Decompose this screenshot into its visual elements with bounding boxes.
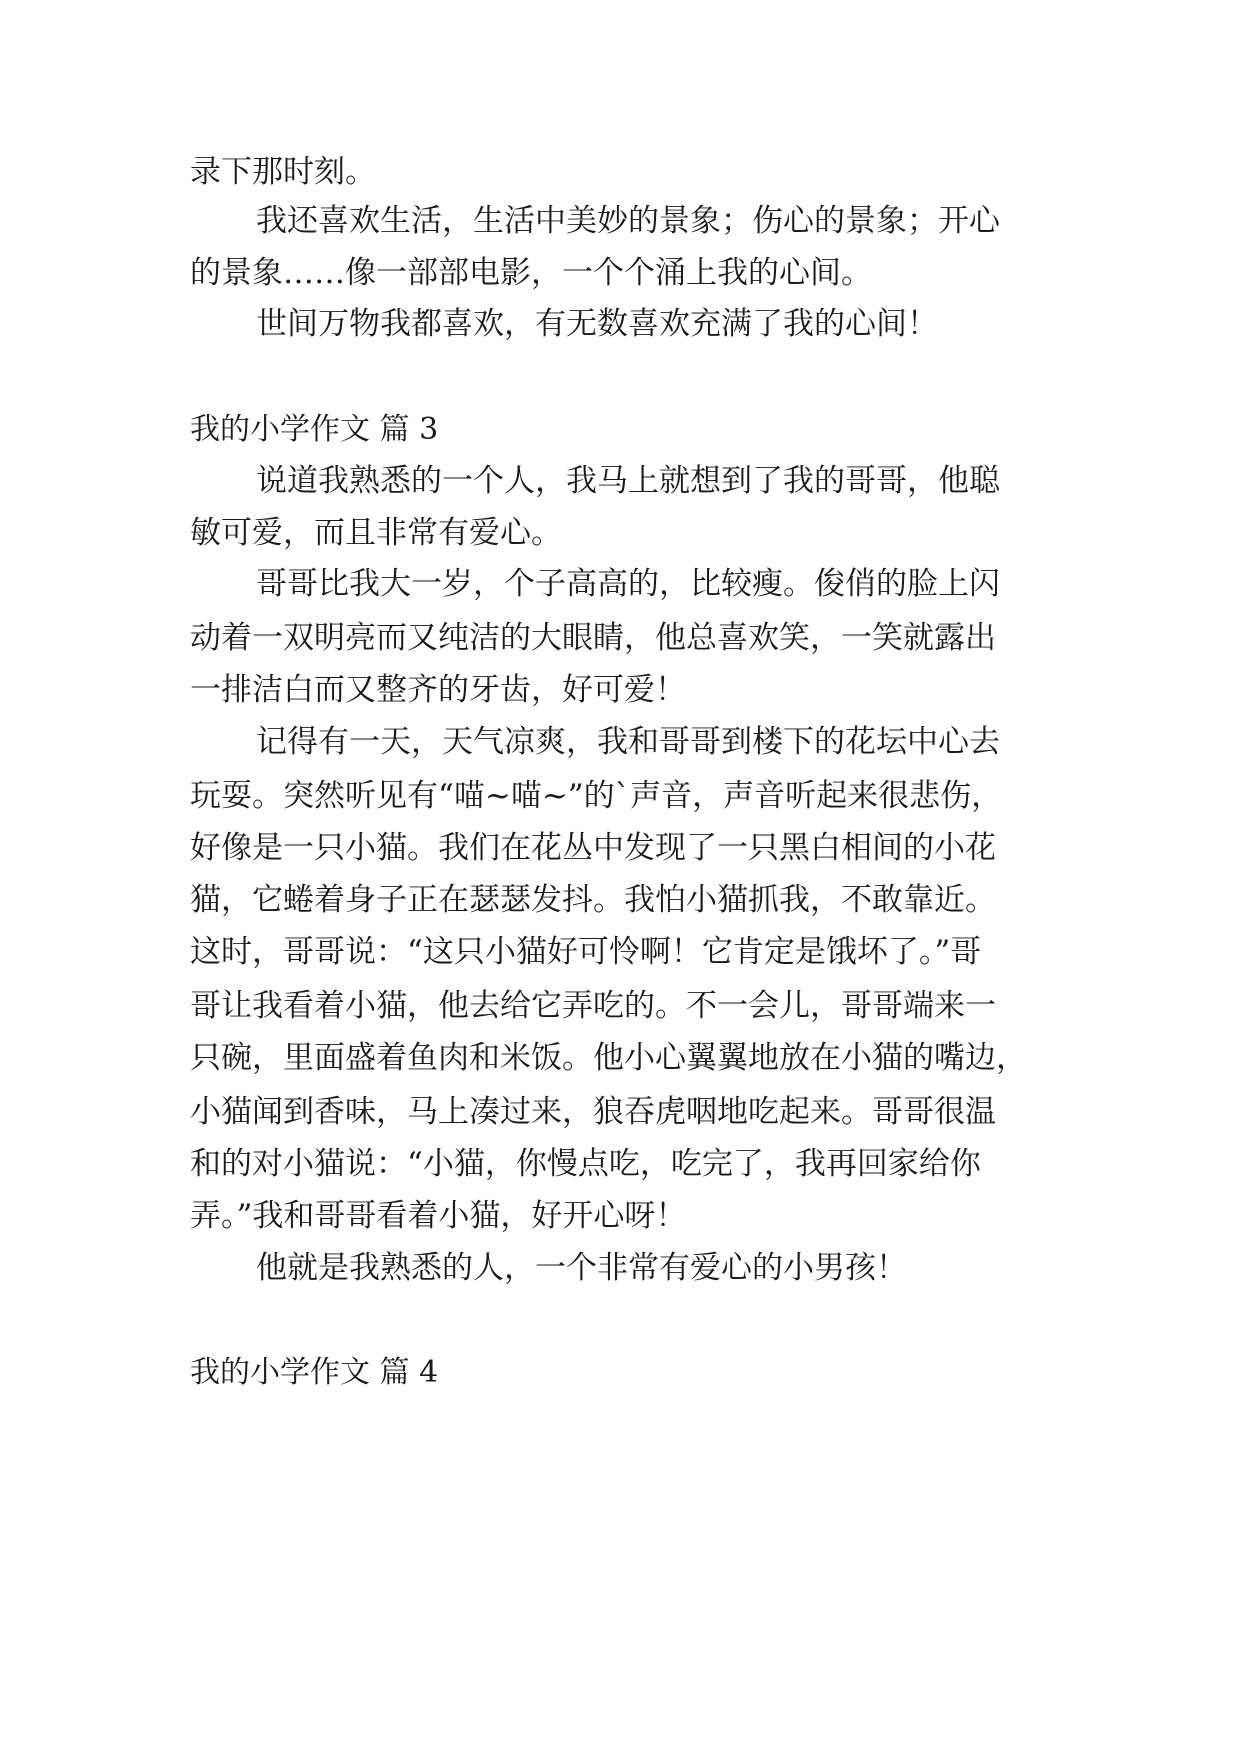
text-line: 玩耍。突然听见有“喵~喵~”的`声音，声音听起来很悲伤，	[190, 778, 1003, 814]
paragraph-first-line: 说道我熟悉的一个人，我马上就想到了我的哥哥，他聪	[256, 463, 1000, 499]
text-line: 一排洁白而又整齐的牙齿，好可爱！	[190, 672, 686, 708]
paragraph-first-line: 我还喜欢生活，生活中美妙的景象；伤心的景象；开心	[256, 203, 1000, 239]
text-line: 只碗，里面盛着鱼肉和米饭。他小心翼翼地放在小猫的嘴边，	[190, 1040, 1027, 1076]
text-line: 这时，哥哥说：“这只小猫好可怜啊！它肯定是饿坏了。”哥	[190, 934, 982, 970]
text-line: 弄。”我和哥哥看着小猫，好开心呀！	[190, 1198, 687, 1234]
paragraph-first-line: 他就是我熟悉的人，一个非常有爱心的小男孩！	[256, 1250, 907, 1286]
section-heading: 我的小学作文 篇 4	[190, 1355, 439, 1390]
text-line: 敏可爱，而且非常有爱心。	[190, 515, 562, 551]
text-line: 的景象……像一部部电影，一个个涌上我的心间。	[190, 255, 872, 291]
text-line: 动着一双明亮而又纯洁的大眼睛，他总喜欢笑，一笑就露出	[190, 620, 996, 656]
section-heading: 我的小学作文 篇 3	[190, 412, 439, 447]
text-line: 好像是一只小猫。我们在花丛中发现了一只黑白相间的小花	[190, 830, 996, 866]
text-line: 和的对小猫说：“小猫，你慢点吃，吃完了，我再回家给你	[190, 1146, 981, 1182]
paragraph-first-line: 世间万物我都喜欢，有无数喜欢充满了我的心间！	[256, 306, 938, 342]
text-line: 小猫闻到香味，马上凑过来，狼吞虎咽地吃起来。哥哥很温	[190, 1094, 996, 1130]
text-line: 哥让我看着小猫，他去给它弄吃的。不一会儿，哥哥端来一	[190, 988, 996, 1024]
paragraph-first-line: 记得有一天，天气凉爽，我和哥哥到楼下的花坛中心去	[256, 724, 1000, 760]
paragraph-first-line: 哥哥比我大一岁，个子高高的，比较瘦。俊俏的脸上闪	[256, 566, 1000, 602]
text-line: 录下那时刻。	[190, 154, 376, 190]
text-line: 猫，它蜷着身子正在瑟瑟发抖。我怕小猫抓我，不敢靠近。	[190, 882, 996, 918]
